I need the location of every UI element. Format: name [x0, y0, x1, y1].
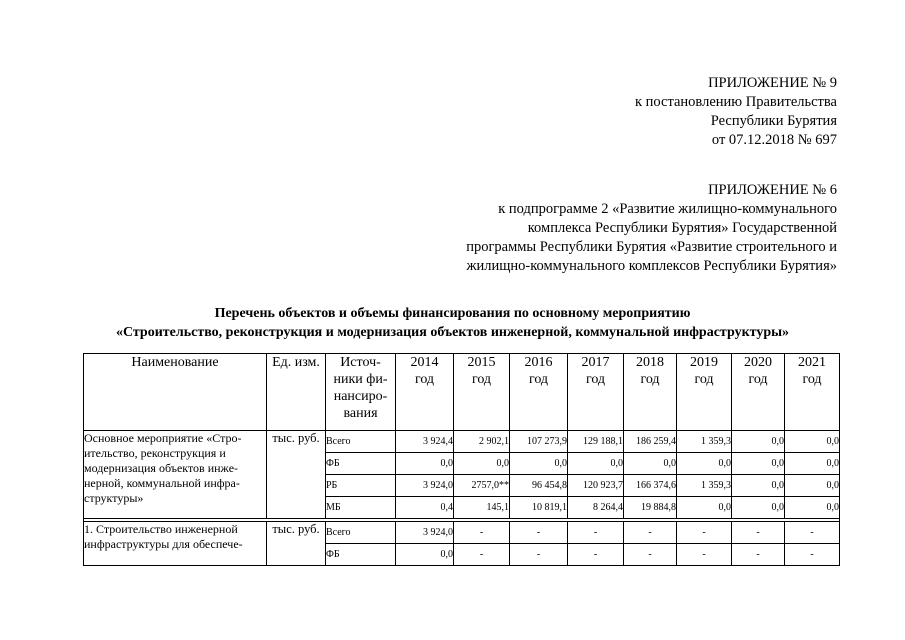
value-cell: - — [732, 522, 785, 544]
header-year-2021 — [785, 354, 840, 431]
value-cell: 0,0 — [396, 544, 454, 566]
year-number: 2018 — [636, 355, 664, 370]
row-name-engineering-construction — [84, 522, 267, 566]
appendix-6-line: к подпрограмме 2 «Развитие жилищно-коммунального — [498, 201, 837, 217]
value-cell: 0,0 — [732, 497, 785, 519]
source-cell: РБ — [326, 475, 396, 497]
year-word: год — [585, 372, 606, 387]
appendix-6-line: жилищно-коммунального комплексов Республики Бурятия» — [466, 258, 837, 274]
value-cell: 10 819,1 — [510, 497, 568, 519]
value-cell: - — [677, 522, 732, 544]
header-year-2020 — [732, 354, 785, 431]
header-source — [326, 354, 396, 431]
year-word: год — [640, 372, 660, 387]
value-cell: 0,0 — [732, 431, 785, 453]
source-cell: ФБ — [326, 544, 396, 566]
header-year-2016 — [510, 354, 568, 431]
appendix-9-date: от 07.12.2018 № 697 — [711, 132, 837, 148]
value-cell: 0,0 — [568, 453, 624, 475]
value-cell: 0,0 — [677, 497, 732, 519]
value-cell: - — [785, 522, 840, 544]
row-name-line: модернизация объектов инже- — [84, 461, 239, 475]
value-cell: 120 923,7 — [568, 475, 624, 497]
row-name-line: структуры» — [84, 491, 144, 505]
appendix-9-title: ПРИЛОЖЕНИЕ № 9 — [708, 75, 837, 91]
value-cell: 1 359,3 — [677, 431, 732, 453]
year-number: 2019 — [690, 355, 718, 370]
row-name-line: Основное мероприятие «Стро- — [84, 431, 242, 445]
value-cell: 2 902,1 — [454, 431, 510, 453]
value-cell: - — [785, 544, 840, 566]
value-cell: - — [454, 522, 510, 544]
value-cell: 129 188,1 — [568, 431, 624, 453]
value-cell: 0,0 — [624, 453, 677, 475]
appendix-6-line: комплекса Республики Бурятия» Государственной — [527, 220, 837, 236]
year-number: 2017 — [581, 355, 610, 370]
value-cell: 3 924,0 — [396, 475, 454, 497]
row-unit: тыс. руб. — [267, 522, 326, 566]
row-name-line: ительство, реконструкция и — [84, 446, 226, 460]
value-cell: - — [624, 522, 677, 544]
row-name-line: инфраструктуры для обеспече- — [84, 537, 243, 551]
source-cell: ФБ — [326, 453, 396, 475]
value-cell: - — [510, 544, 568, 566]
table-row — [84, 431, 840, 453]
value-cell: 0,0 — [677, 453, 732, 475]
value-cell: 0,0 — [785, 453, 840, 475]
value-cell: 0,0 — [785, 497, 840, 519]
table-row — [84, 522, 840, 544]
appendix-6-line: программы Республики Бурятия «Развитие строительного и — [466, 239, 837, 255]
value-cell: 0,0 — [785, 431, 840, 453]
value-cell: 0,4 — [396, 497, 454, 519]
year-word: год — [471, 372, 492, 387]
value-cell: - — [568, 544, 624, 566]
row-name-main-activity — [84, 431, 267, 519]
value-cell: 0,0 — [732, 475, 785, 497]
header-name: Наименование — [84, 354, 267, 431]
value-cell: 19 884,8 — [624, 497, 677, 519]
year-number: 2015 — [467, 355, 496, 370]
appendix-9-line: Республики Бурятия — [710, 113, 837, 129]
row-unit: тыс. руб. — [267, 431, 326, 519]
year-number: 2020 — [744, 355, 772, 370]
source-cell: Всего — [326, 431, 396, 453]
source-cell: Всего — [326, 522, 396, 544]
value-cell: - — [568, 522, 624, 544]
value-cell: 0,0 — [454, 453, 510, 475]
appendix-6-block — [466, 181, 837, 276]
value-cell: - — [677, 544, 732, 566]
header-year-2018 — [624, 354, 677, 431]
header-source-line: вания — [343, 406, 378, 421]
year-number: 2016 — [524, 355, 553, 370]
value-cell: 0,0 — [785, 475, 840, 497]
year-word: год — [748, 372, 768, 387]
row-name-line: нерной, коммунальной инфра- — [84, 476, 240, 490]
value-cell: 8 264,4 — [568, 497, 624, 519]
value-cell: 145,1 — [454, 497, 510, 519]
year-number: 2014 — [410, 355, 439, 370]
header-year-2015 — [454, 354, 510, 431]
appendix-6-title: ПРИЛОЖЕНИЕ № 6 — [708, 182, 837, 198]
header-year-2019 — [677, 354, 732, 431]
document-title-line-2: «Строительство, реконструкция и модернизация объектов инженерной, коммунальной инфраструктуры» — [115, 325, 790, 340]
year-word: год — [528, 372, 549, 387]
value-cell: 0,0 — [510, 453, 568, 475]
header-unit: Ед. изм. — [267, 354, 326, 431]
value-cell: 0,0 — [732, 453, 785, 475]
year-word: год — [414, 372, 435, 387]
table-header-row — [84, 354, 840, 431]
header-year-2014 — [396, 354, 454, 431]
value-cell: 2757,0** — [454, 475, 510, 497]
source-cell: МБ — [326, 497, 396, 519]
value-cell: 0,0 — [396, 453, 454, 475]
value-cell: 3 924,0 — [396, 522, 454, 544]
row-name-line: 1. Строительство инженерной — [84, 522, 238, 536]
financing-table — [83, 353, 840, 566]
value-cell: 96 454,8 — [510, 475, 568, 497]
year-word: год — [802, 372, 822, 387]
appendix-9-block — [635, 74, 837, 150]
value-cell: 186 259,4 — [624, 431, 677, 453]
value-cell: - — [732, 544, 785, 566]
appendix-9-line: к постановлению Правительства — [635, 94, 837, 110]
document-title — [0, 304, 905, 342]
value-cell: 107 273,9 — [510, 431, 568, 453]
document-title-line-1: Перечень объектов и объемы финансирования по основному мероприятию — [214, 306, 691, 321]
value-cell: 3 924,4 — [396, 431, 454, 453]
value-cell: - — [454, 544, 510, 566]
header-source-line: Источ- — [340, 355, 381, 370]
header-source-line: нансиро- — [333, 389, 388, 404]
value-cell: - — [624, 544, 677, 566]
year-word: год — [694, 372, 714, 387]
value-cell: 166 374,6 — [624, 475, 677, 497]
header-year-2017 — [568, 354, 624, 431]
year-number: 2021 — [798, 355, 826, 370]
value-cell: - — [510, 522, 568, 544]
header-source-line: ники фи- — [333, 372, 388, 387]
value-cell: 1 359,3 — [677, 475, 732, 497]
